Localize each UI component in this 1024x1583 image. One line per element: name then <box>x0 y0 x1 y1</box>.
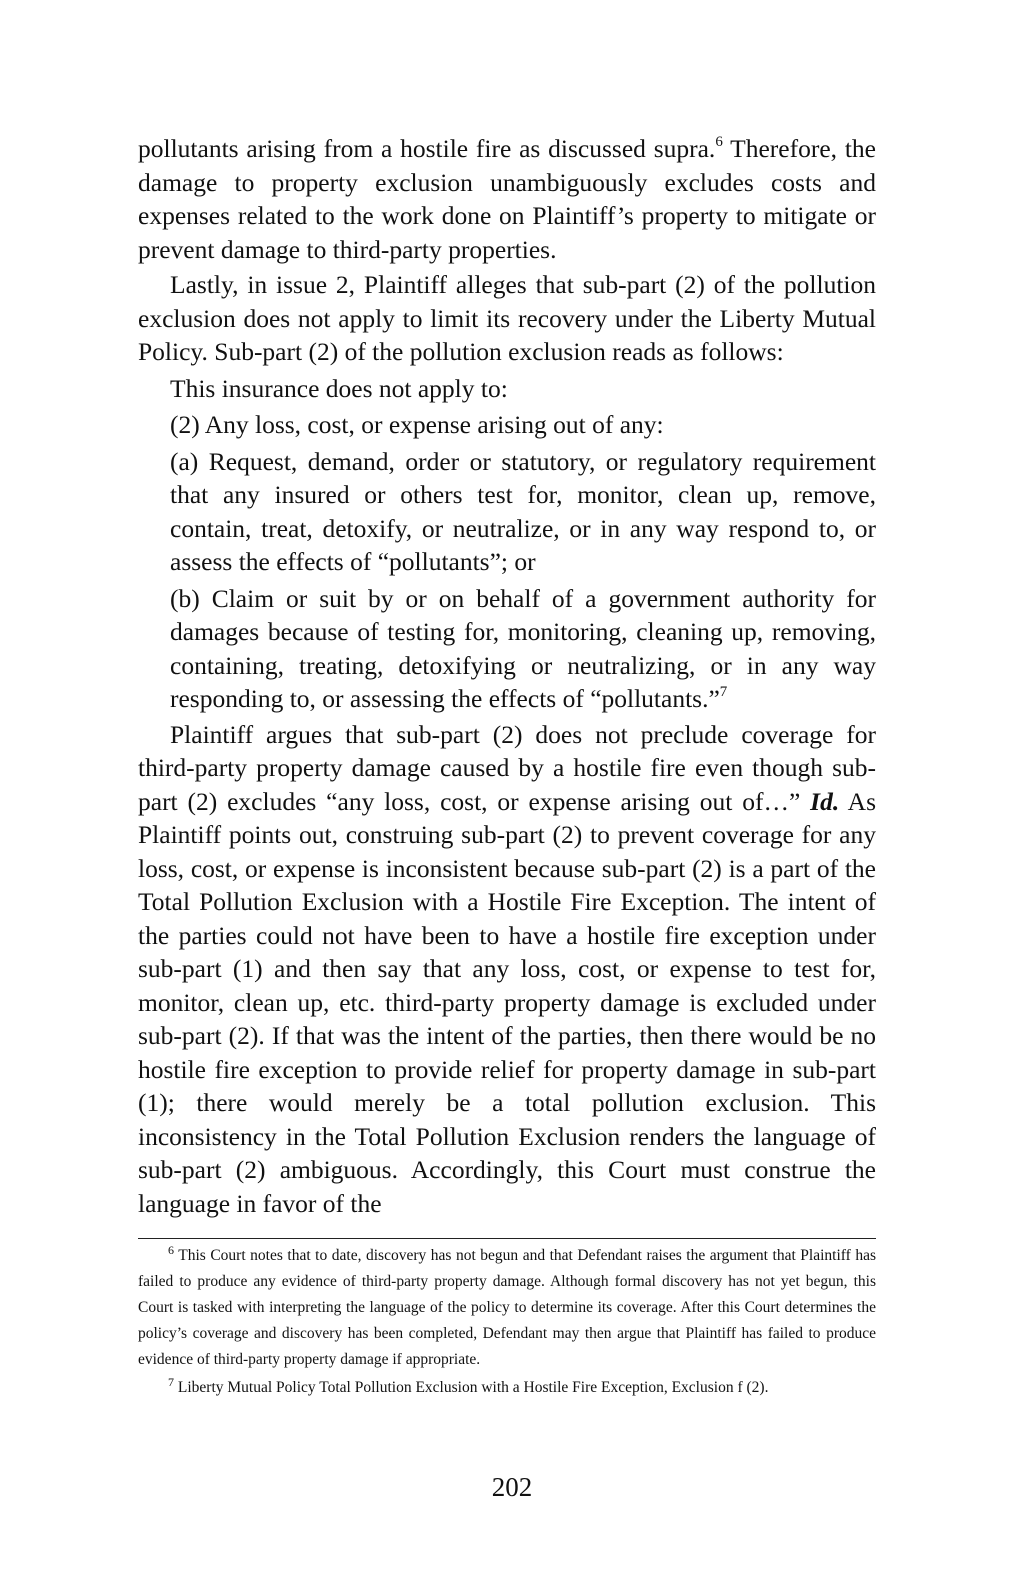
paragraph-1 <box>138 132 876 266</box>
quote-item-b <box>170 582 876 716</box>
quote-line-2: (2) Any loss, cost, or expense arising out of any: <box>170 410 664 439</box>
page-content <box>138 132 876 1401</box>
paragraph-1-text-after: Therefore, the damage to property exclusion unambiguously excludes costs and expenses related to the work done on Plaintiff’s property to mitigate or prevent damage to third-party properties. <box>138 134 877 264</box>
footnote-6-marker: 6 <box>168 1242 174 1257</box>
quote-item-b-text: (b) Claim or suit by or on behalf of a government authority for damages because of testing for, monitoring, cleaning up, removing, containing, treating, detoxifying or neutralizing, or in any way responding to, or assessing the effects of “pollutants.” <box>170 583 876 713</box>
paragraph-3 <box>138 718 876 1221</box>
quote-line-1: This insurance does not apply to: <box>170 373 508 403</box>
paragraph-2: Lastly, in issue 2, Plaintiff alleges that sub-part (2) of the pollution exclusion does not apply to limit its recovery under the Liberty Mutual Policy. Sub-part (2) of the pollution exclusion reads as follows: <box>138 270 876 366</box>
footnote-ref-6[interactable]: 6 <box>715 133 723 150</box>
footnote-6 <box>138 1243 876 1373</box>
footnote-7-text: Liberty Mutual Policy Total Pollution Exclusion with a Hostile Fire Exception, Exclusion f (2). <box>174 1379 769 1396</box>
footnote-ref-7[interactable]: 7 <box>719 683 728 700</box>
id-citation: Id. <box>810 786 840 816</box>
paragraph-1-text: pollutants arising from a hostile fire as discussed supra. <box>138 134 716 163</box>
quote-item-a: (a) Request, demand, order or statutory, or regulatory requirement that any insured or others test for, monitor, clean up, remove, contain, treat, detoxify, or neutralize, or in any way respond to, or assess the effects of “pollutants”; or <box>170 446 876 576</box>
footnote-7 <box>138 1375 876 1401</box>
paragraph-3-text: Plaintiff argues that sub-part (2) does not preclude coverage for third-party property damage caused by a hostile fire even though sub-part (2) excludes “any loss, cost, or expense arising out of…” <box>138 719 876 816</box>
footnote-divider <box>138 1238 876 1239</box>
footnote-7-marker: 7 <box>168 1374 174 1389</box>
page-number: 202 <box>491 1472 533 1502</box>
paragraph-3-text-after: As Plaintiff points out, construing sub-part (2) to prevent coverage for any loss, cost, or expense is inconsistent because sub-part (2) is a part of the Total Pollution Exclusion with a Hostile Fire Exception. The intent of the parties could not have been to have a hostile fire exception under sub-part (1) and then say that any loss, cost, or expense to test for, monitor, clean up, etc. third-party property damage is excluded under sub-part (2). If that was the intent of the parties, then there would be no hostile fire exception to provide relief for property damage in sub-part (1); there would merely be a total pollution exclusion. This inconsistency in the Total Pollution Exclusion renders the language of sub-part (2) ambiguous. Accordingly, this Court must construe the language in favor of the <box>138 786 876 1218</box>
footnote-6-text: This Court notes that to date, discovery has not begun and that Defendant raises the argument that Plaintiff has failed to produce any evidence of third-party property damage. Although formal discovery has not yet begun, this Court is tasked with interpreting the language of the policy to determine its coverage. After this Court determines the policy’s coverage and discovery has been completed, Defendant may then argue that Plaintiff has failed to produce evidence of third-party property damage if appropriate. <box>138 1247 876 1368</box>
